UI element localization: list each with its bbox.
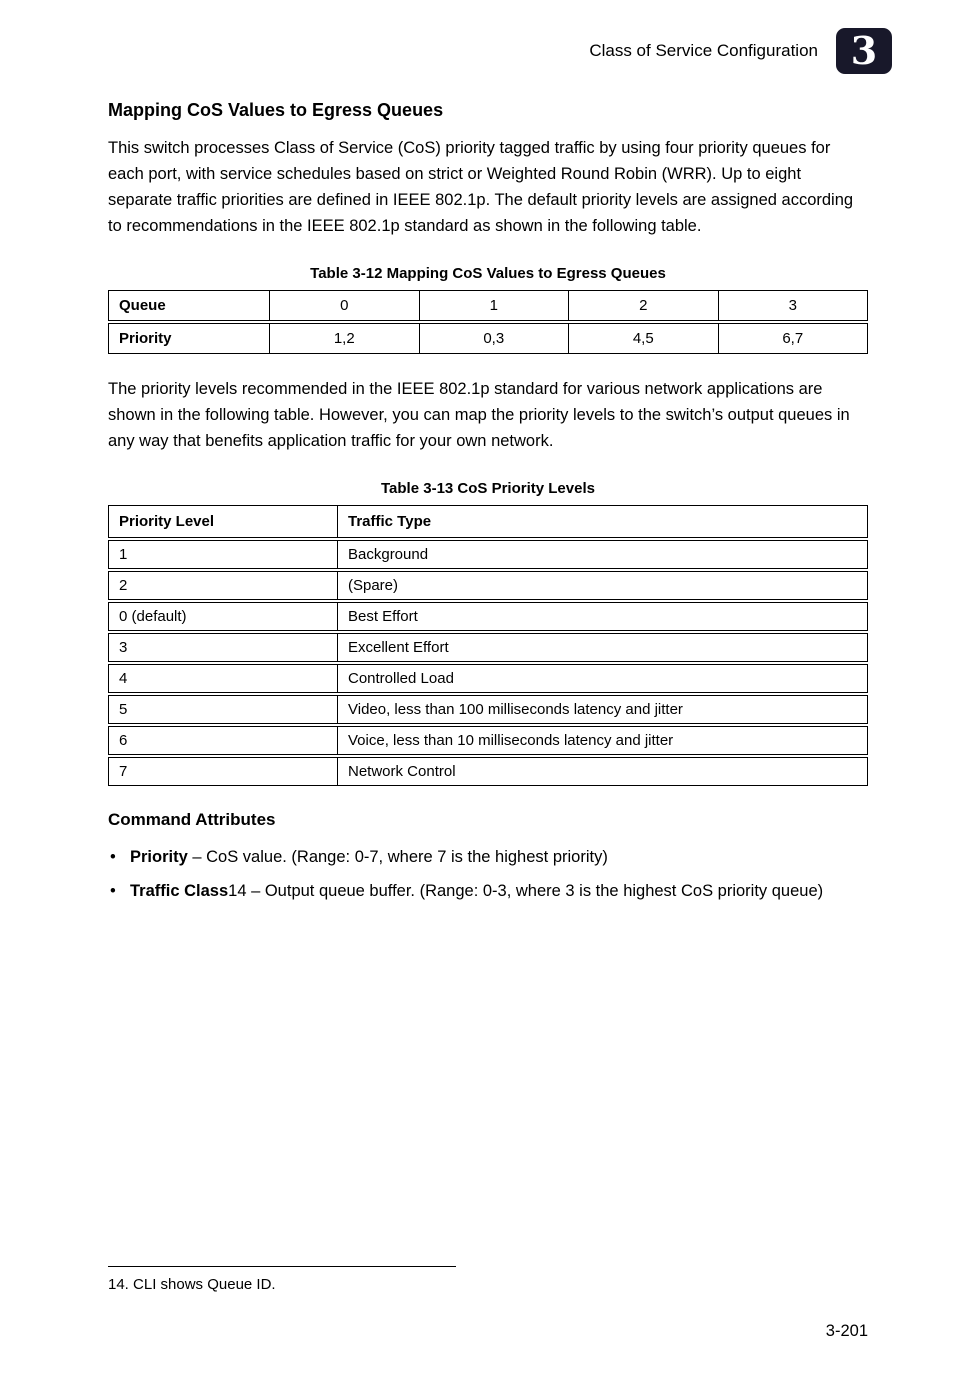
- table-cell: (Spare): [337, 572, 867, 599]
- table-row-label: Queue: [119, 297, 166, 314]
- bullet-item-priority: [108, 844, 868, 870]
- table-cell: Controlled Load: [337, 665, 867, 692]
- bullet-text: [130, 844, 868, 870]
- table-cell: 2: [119, 577, 128, 594]
- table-row: [108, 602, 868, 631]
- table-cell: 2: [568, 291, 718, 320]
- footnote-text: 14. CLI shows Queue ID.: [108, 1276, 276, 1293]
- table-row: [108, 290, 868, 321]
- table-3-13: [108, 505, 868, 786]
- table-cell: 1: [119, 546, 128, 563]
- table-cell: 3: [718, 291, 868, 320]
- section-title: Mapping CoS Values to Egress Queues: [108, 100, 444, 120]
- page-number: 3-201: [825, 1322, 868, 1340]
- paragraph-priority-levels: The priority levels recommended in the IEEE 802.1p standard for various network applications are shown in the following table. However, you can map the priority levels to the switch’s output queues in any way that benefits application traffic for your own network.: [108, 380, 850, 450]
- table-row: [108, 540, 868, 569]
- table-cell: 0 (default): [119, 608, 187, 625]
- command-attributes-heading: Command Attributes: [108, 810, 276, 829]
- table-row-label: Priority: [119, 330, 172, 347]
- table-cell: Network Control: [337, 758, 867, 785]
- footnote-rule: [108, 1266, 456, 1267]
- table-header-row: [108, 505, 868, 538]
- bullet-marker: •: [110, 882, 116, 900]
- table-cell: 4: [119, 670, 128, 687]
- bullet-marker: •: [110, 848, 116, 866]
- table-3-13-caption: Table 3-13 CoS Priority Levels: [381, 480, 595, 497]
- table-cell: 5: [119, 701, 128, 718]
- table-row: [108, 323, 868, 354]
- table-cell: 0,3: [419, 324, 569, 353]
- table-cell: Excellent Effort: [337, 634, 867, 661]
- table-row: [108, 695, 868, 724]
- table-row: [108, 664, 868, 693]
- table-cell: Best Effort: [337, 603, 867, 630]
- table-cell: Voice, less than 10 milliseconds latency and jitter: [337, 727, 867, 754]
- footnote-block: [108, 1266, 868, 1293]
- table-cell: Video, less than 100 milliseconds latency and jitter: [337, 696, 867, 723]
- table-header-cell: Traffic Type: [337, 506, 867, 537]
- bullet-term: Priority: [130, 848, 188, 866]
- table-row: [108, 571, 868, 600]
- table-header-cell: Priority Level: [119, 513, 215, 530]
- footnote-ref: 14: [228, 882, 247, 900]
- table-cell: 3: [119, 639, 128, 656]
- table-3-12-caption: Table 3-12 Mapping CoS Values to Egress Queues: [310, 265, 666, 282]
- table-row: [108, 757, 868, 786]
- table-cell: 4,5: [568, 324, 718, 353]
- table-row: [108, 633, 868, 662]
- table-cell: 0: [269, 291, 419, 320]
- paragraph-intro: This switch processes Class of Service (CoS) priority tagged traffic by using four priority queues for each port, with service schedules based on strict or Weighted Round Robin (WRR). Up to eight separate traffic priorities are defined in IEEE 802.1p. The default priority levels are assigned according to recommendations in the IEEE 802.1p standard as shown in the following table.: [108, 139, 854, 235]
- page-header: [108, 28, 892, 74]
- chapter-number-badge: 3: [836, 28, 892, 74]
- bullet-item-traffic-class: [108, 878, 868, 904]
- main-content: [108, 100, 868, 912]
- table-cell: 1: [419, 291, 569, 320]
- table-cell: Background: [337, 541, 867, 568]
- bullet-rest: – Output queue buffer. (Range: 0-3, where 3 is the highest CoS priority queue): [246, 882, 824, 900]
- bullet-rest: – CoS value. (Range: 0-7, where 7 is the highest priority): [187, 848, 608, 866]
- table-cell: 6: [119, 732, 128, 749]
- table-cell: 1,2: [269, 324, 419, 353]
- table-3-12: [108, 290, 868, 354]
- table-row: [108, 726, 868, 755]
- bullet-term: Traffic Class: [130, 882, 229, 900]
- bullet-text: [130, 878, 868, 904]
- table-cell: 6,7: [718, 324, 868, 353]
- table-cell: 7: [119, 763, 128, 780]
- running-header-title: Class of Service Configuration: [589, 41, 818, 60]
